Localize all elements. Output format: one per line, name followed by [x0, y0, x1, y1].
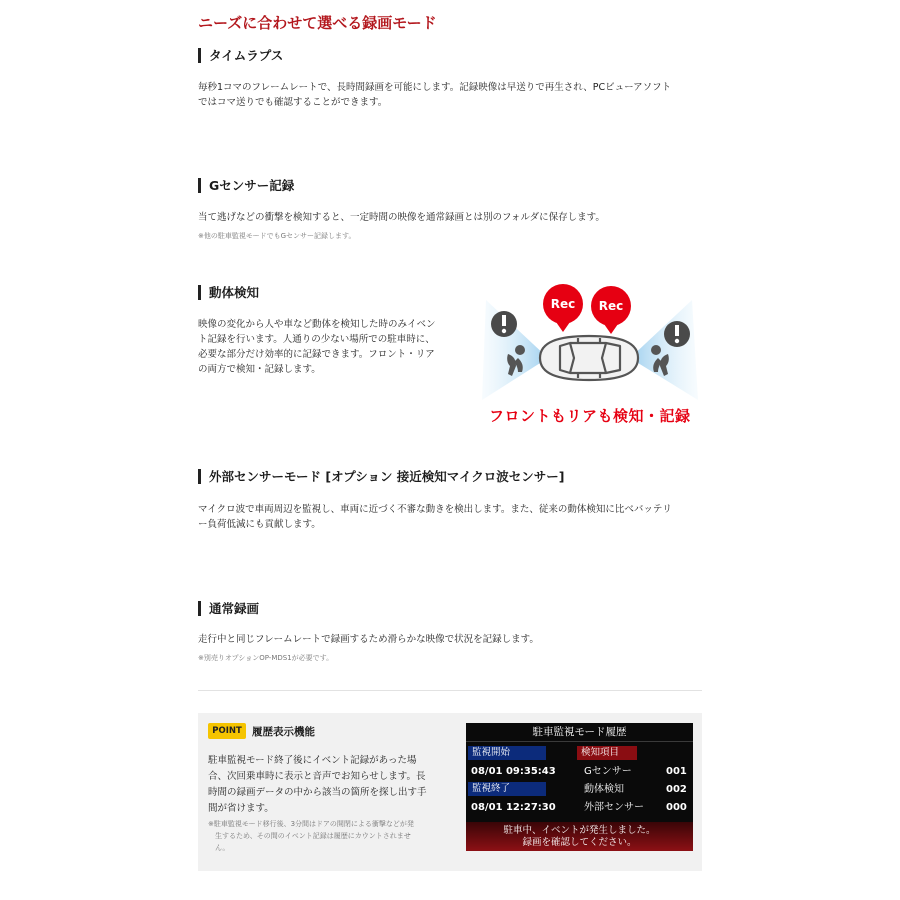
gsensor-line: 当て逃げなどの衝撃を検知すると、一定時間の映像を通常録画とは別のフォルダに保存します。 [198, 212, 605, 223]
monitor-end-value: 08/01 12:27:30 [471, 802, 556, 813]
rec-bubble-rear [543, 284, 583, 332]
detect-item-name: Gセンサー [584, 766, 632, 777]
point-note-line: ん。 [208, 844, 230, 852]
detect-item-name: 動体検知 [584, 784, 624, 795]
detect-item-count: 002 [666, 784, 687, 795]
heading-normal-recording: 通常録画 [198, 601, 259, 616]
history-title-divider [466, 741, 693, 742]
heading-external-sensor: 外部センサーモード [オプション 接近検知マイクロ波センサー] [198, 469, 565, 484]
point-note-line: ※駐車監視モード移行後、3分間はドアの開閉による衝撃などが発 [208, 820, 414, 828]
heading-motion: 動体検知 [198, 285, 259, 300]
motion-description [198, 317, 436, 377]
motion-line: 必要な部分だけ効率的に記録できます。フロント・リア [198, 349, 435, 360]
history-footer-line: 録画を確認してください。 [522, 837, 637, 848]
timelapse-line: 毎秒1コマのフレームレートで、長時間録画を可能にします。記録映像は早送りで再生され、PCビューアソフト [198, 82, 672, 93]
section-divider [198, 690, 702, 691]
normal-note: ※別売りオプションOP-MDS1が必要です。 [198, 654, 334, 662]
front-detection-beam [630, 300, 698, 400]
heading-gsensor: Gセンサー記録 [198, 178, 294, 193]
point-note [208, 818, 443, 854]
history-footer-message [466, 822, 693, 851]
point-line: 時間の録画データの中から該当の箇所を探し出す手 [208, 787, 427, 798]
monitor-end-label: 監視終了 [468, 782, 546, 796]
point-badge: POINT [208, 723, 246, 739]
detect-items-label: 検知項目 [577, 746, 637, 760]
point-note-line: 生するため、その間のイベント記録は履歴にカウントされませ [208, 832, 411, 840]
rec-label: Rec [550, 297, 576, 311]
timelapse-line: ではコマ送りでも確認することができます。 [198, 97, 388, 108]
alert-icon [664, 321, 690, 347]
point-title: 履歴表示機能 [252, 726, 315, 738]
heading-timelapse: タイムラプス [198, 48, 283, 63]
normal-description [198, 632, 539, 647]
detect-item-count: 001 [666, 766, 687, 777]
normal-line: 走行中と同じフレームレートで録画するため滑らかな映像で状況を記録します。 [198, 634, 539, 645]
point-line: 合、次回乗車時に表示と音声でお知らせします。長 [208, 771, 426, 782]
external-line: マイクロ波で車両周辺を監視し、車両に近づく不審な動きを検出します。また、従来の動体検知に比べバッテリ [198, 504, 672, 515]
motion-line: ト記録を行います。人通りの少ない場所での駐車時に、 [198, 334, 435, 345]
external-line: ー負荷低減にも貢献します。 [198, 519, 321, 530]
point-line: 間が省けます。 [208, 803, 274, 814]
monitor-start-value: 08/01 09:35:43 [471, 766, 556, 777]
front-rear-caption: フロントもリアも検知・記録 [489, 407, 691, 425]
car-icon [540, 336, 638, 380]
detect-item-name: 外部センサー [584, 802, 644, 813]
rec-bubble-front [591, 286, 631, 334]
alert-icon [491, 311, 517, 337]
page-title: ニーズに合わせて選べる録画モード [198, 14, 437, 32]
gsensor-description [198, 210, 605, 225]
motion-line: 映像の変化から人や車など動体を検知した時のみイベン [198, 319, 436, 330]
point-description [208, 753, 443, 817]
motion-detection-illustration [478, 280, 703, 405]
gsensor-note: ※他の駐車監視モードでもGセンサー記録します。 [198, 232, 356, 240]
detect-item-count: 000 [666, 802, 687, 813]
external-description [198, 502, 672, 532]
timelapse-description [198, 80, 671, 110]
monitor-start-label: 監視開始 [468, 746, 546, 760]
rec-label: Rec [598, 299, 624, 313]
history-footer-line: 駐車中、イベントが発生しました。 [503, 825, 656, 836]
history-title: 駐車監視モード履歴 [532, 726, 627, 738]
point-line: 駐車監視モード終了後にイベント記録があった場 [208, 755, 417, 766]
motion-line: の両方で検知・記録します。 [198, 364, 321, 375]
